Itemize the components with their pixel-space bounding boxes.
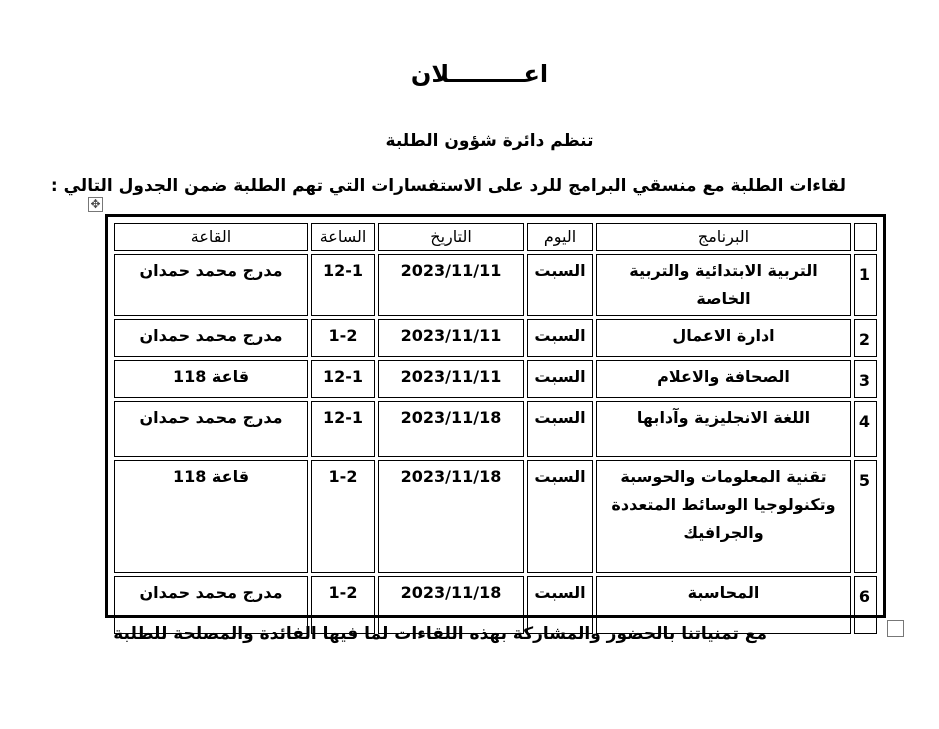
move-icon[interactable]: ✥ <box>88 197 103 212</box>
table-row <box>114 460 877 573</box>
table-row <box>114 401 877 457</box>
row-date: 2023/11/18 <box>378 576 524 634</box>
row-date: 2023/11/11 <box>378 319 524 357</box>
row-time: 12-1 <box>311 360 375 398</box>
row-time: 1-2 <box>311 576 375 634</box>
row-num: 5 <box>854 460 877 573</box>
schedule-table <box>105 214 886 618</box>
table-row <box>114 360 877 398</box>
row-date: 2023/11/11 <box>378 360 524 398</box>
row-num: 3 <box>854 360 877 398</box>
resize-icon[interactable] <box>887 620 904 637</box>
table-header-row <box>114 223 877 251</box>
row-day: السبت <box>527 401 593 457</box>
row-num: 1 <box>854 254 877 316</box>
row-day: السبت <box>527 360 593 398</box>
header-time: الساعة <box>311 223 375 251</box>
row-day: السبت <box>527 460 593 573</box>
row-num: 4 <box>854 401 877 457</box>
row-hall: قاعة 118 <box>114 460 308 573</box>
row-time: 12-1 <box>311 254 375 316</box>
row-num: 2 <box>854 319 877 357</box>
header-num <box>854 223 877 251</box>
row-date: 2023/11/11 <box>378 254 524 316</box>
table-row <box>114 254 877 316</box>
row-num: 6 <box>854 576 877 634</box>
row-hall: مدرج محمد حمدان <box>114 319 308 357</box>
row-day: السبت <box>527 254 593 316</box>
row-program: المحاسبة <box>596 576 851 634</box>
table-row <box>114 319 877 357</box>
row-program: ادارة الاعمال <box>596 319 851 357</box>
header-program: البرنامج <box>596 223 851 251</box>
row-program: التربية الابتدائية والتربية الخاصة <box>596 254 851 316</box>
row-date: 2023/11/18 <box>378 401 524 457</box>
row-hall: مدرج محمد حمدان <box>114 576 308 634</box>
row-hall: قاعة 118 <box>114 360 308 398</box>
closing-note: مع تمنياتنا بالحضور والمشاركة بهذه اللقاءات لما فيها الفائدة والمصلحة للطلبة <box>113 624 767 644</box>
intro-line-2: لقاءات الطلبة مع منسقي البرامج للرد على الاستفسارات التي تهم الطلبة ضمن الجدول التالي : <box>50 176 846 196</box>
row-program: تقنية المعلومات والحوسبة وتكنولوجيا الوسائط المتعددة والجرافيك <box>596 460 851 573</box>
row-hall: مدرج محمد حمدان <box>114 401 308 457</box>
row-time: 1-2 <box>311 460 375 573</box>
row-program: الصحافة والاعلام <box>596 360 851 398</box>
intro-line-1: تنظم دائرة شؤون الطلبة <box>385 131 594 151</box>
row-date: 2023/11/18 <box>378 460 524 573</box>
header-hall: القاعة <box>114 223 308 251</box>
header-date: التاريخ <box>378 223 524 251</box>
row-hall: مدرج محمد حمدان <box>114 254 308 316</box>
header-day: اليوم <box>527 223 593 251</box>
row-time: 12-1 <box>311 401 375 457</box>
row-program: اللغة الانجليزية وآدابها <box>596 401 851 457</box>
row-day: السبت <box>527 319 593 357</box>
row-day: السبت <box>527 576 593 634</box>
row-time: 1-2 <box>311 319 375 357</box>
announcement-title: اعـــــــــلان <box>410 60 549 88</box>
